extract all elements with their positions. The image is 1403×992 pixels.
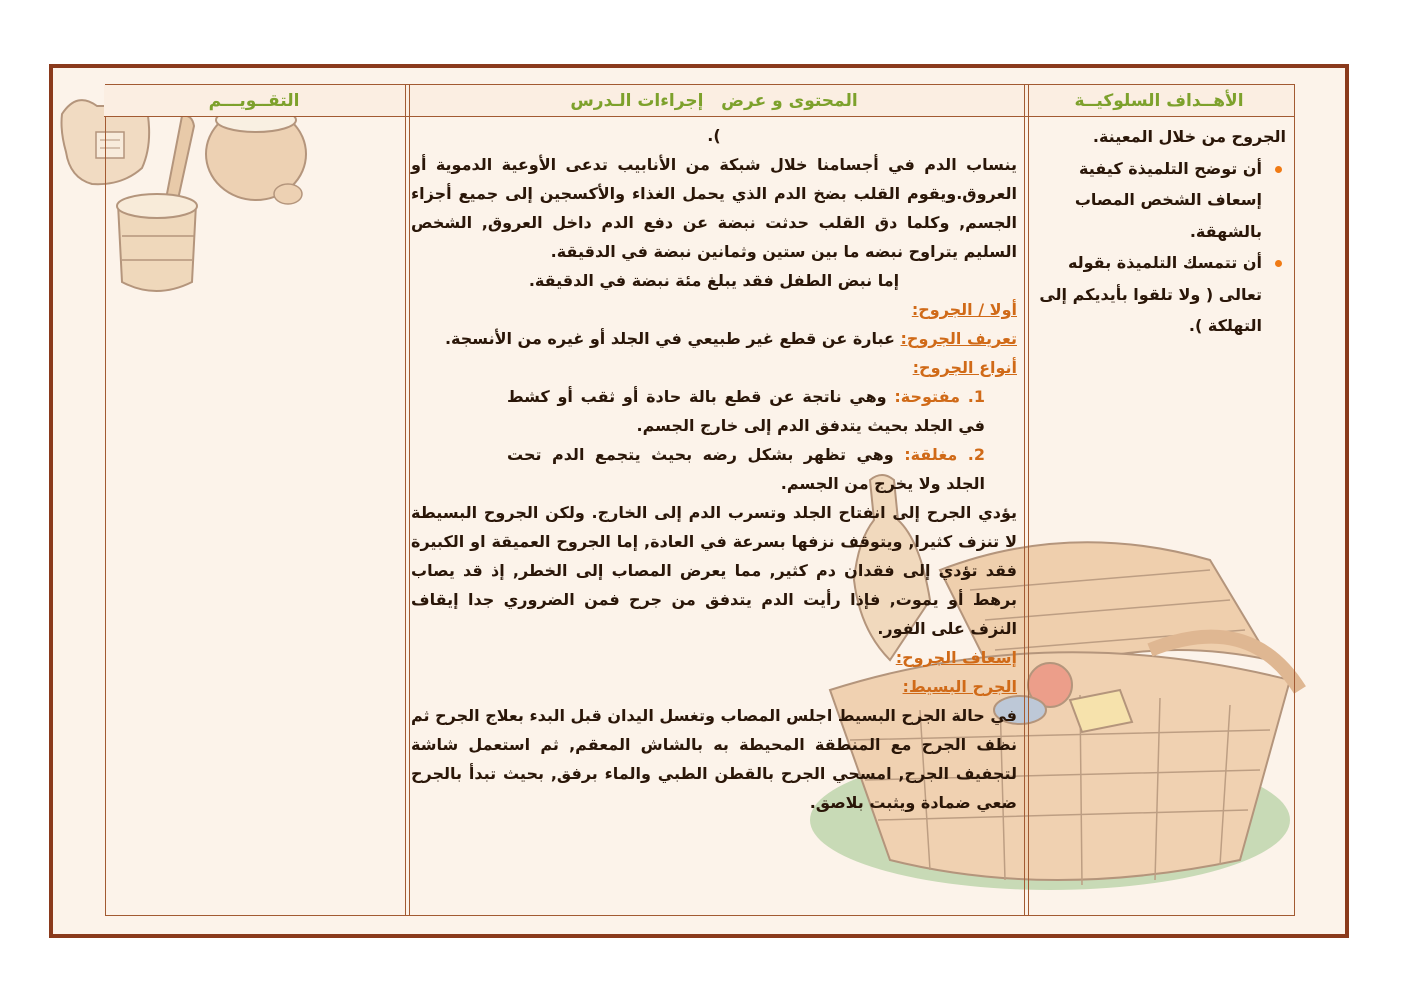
heading-types: أنواع الجروح: <box>912 358 1017 377</box>
bullet-icon <box>1275 166 1282 173</box>
definition-label: تعريف الجروح: <box>900 329 1017 348</box>
header-evaluation <box>104 85 404 117</box>
goals-list <box>1028 153 1286 342</box>
header-content-label: المحتوى و عرض إجراءات الـدرس <box>570 90 858 111</box>
type-closed-label: مغلقة: <box>904 445 958 464</box>
goals-intro: الجروح من خلال المعينة. <box>1092 127 1286 146</box>
header-goals-label: الأهــداف السلوكيــة <box>1074 90 1244 111</box>
goal-text: أن توضح التلميذة كيفية إسعاف الشخص المصاب بالشهقة. <box>1074 158 1262 241</box>
content-column <box>411 121 1017 817</box>
list-item <box>1028 247 1286 342</box>
type-closed <box>411 440 1017 498</box>
bullet-icon <box>1275 260 1282 267</box>
lesson-table <box>105 84 1295 916</box>
paragraph-blood: ينساب الدم في أجسامنا خلال شبكة من الأنابيب تدعى الأوعية الدموية أو العروق.ويقوم القلب بضخ الدم الذي يحمل الغذاء والأكسجين إلى جميع أجزاء الجسم, وكلما دق القلب حدثت نبضة عن دفع الدم داخل العروق, الشخص السليم يتراوح نبضه ما بين ستين وثمانين نبضة في الدقيقة. <box>411 155 1017 261</box>
paragraph-bleeding: يؤدي الجرح إلى انفتاح الجلد وتسرب الدم إلى الخارج. ولكن الجروح البسيطة لا تنزف كثيرا, ويتوقف نزفها بسرعة في العادة, إما الجروح العميقة او الكبيرة فقد تؤدي إلى فقدان دم كثير, مما يعرض المصاب إلى الخطر, إذ قد يصاب برهط أو يموت, فإذا رأيت الدم يتدفق من جرح فمن الضروري جدا إيقاف النزف على الفور. <box>411 503 1017 638</box>
header-evaluation-label: التقــويـــم <box>208 90 300 111</box>
type-open-text: وهي ناتجة عن قطع بالة حادة أو ثقب أو كشط في الجلد بحيث يتدفق الدم إلى خارج الجسم. <box>507 387 985 435</box>
column-divider <box>405 85 410 915</box>
goals-column <box>1028 121 1286 342</box>
list-item <box>1028 153 1286 248</box>
goal-text: أن تتمسك التلميذة بقوله تعالى ( ولا تلقوا بأيديكم إلى التهلكة ). <box>1039 253 1262 335</box>
type-open-number: 1. <box>960 387 985 406</box>
type-closed-number: 2. <box>957 445 985 464</box>
paragraph-simple-wound: في حالة الجرح البسيط اجلس المصاب وتغسل اليدان قبل البدء بعلاج الجرح ثم نظف الجرح مع المنطقة المحيطة به بالشاش المعقم, ثم استعمل شاشة لتجفيف الجرح, امسحي الجرح بالقطن الطبي والماء برفق, بحيث تبدأ بالجرح ضعي ضمادة ويثبت بلاصق. <box>411 706 1017 812</box>
heading-simple-wound: الجرح البسيط: <box>902 677 1017 696</box>
paragraph-child-pulse: إما نبض الطفل فقد يبلغ مئة نبضة في الدقيقة. <box>528 271 900 290</box>
type-open <box>411 382 1017 440</box>
definition-text: عبارة عن قطع غير طبيعي في الجلد أو غيره من الأنسجة. <box>444 329 901 348</box>
heading-first-aid: إسعاف الجروح: <box>895 648 1017 667</box>
wound-definition <box>411 324 1017 353</box>
header-content <box>404 85 1024 117</box>
type-closed-text: وهي تظهر بشكل رضه بحيث يتجمع الدم تحت الجلد ولا يخرج من الجسم. <box>507 445 985 493</box>
top-fragment: ). <box>707 126 721 145</box>
type-open-label: مفتوحة: <box>894 387 961 406</box>
heading-wounds: أولا / الجروح: <box>911 300 1017 319</box>
header-goals <box>1024 85 1294 117</box>
